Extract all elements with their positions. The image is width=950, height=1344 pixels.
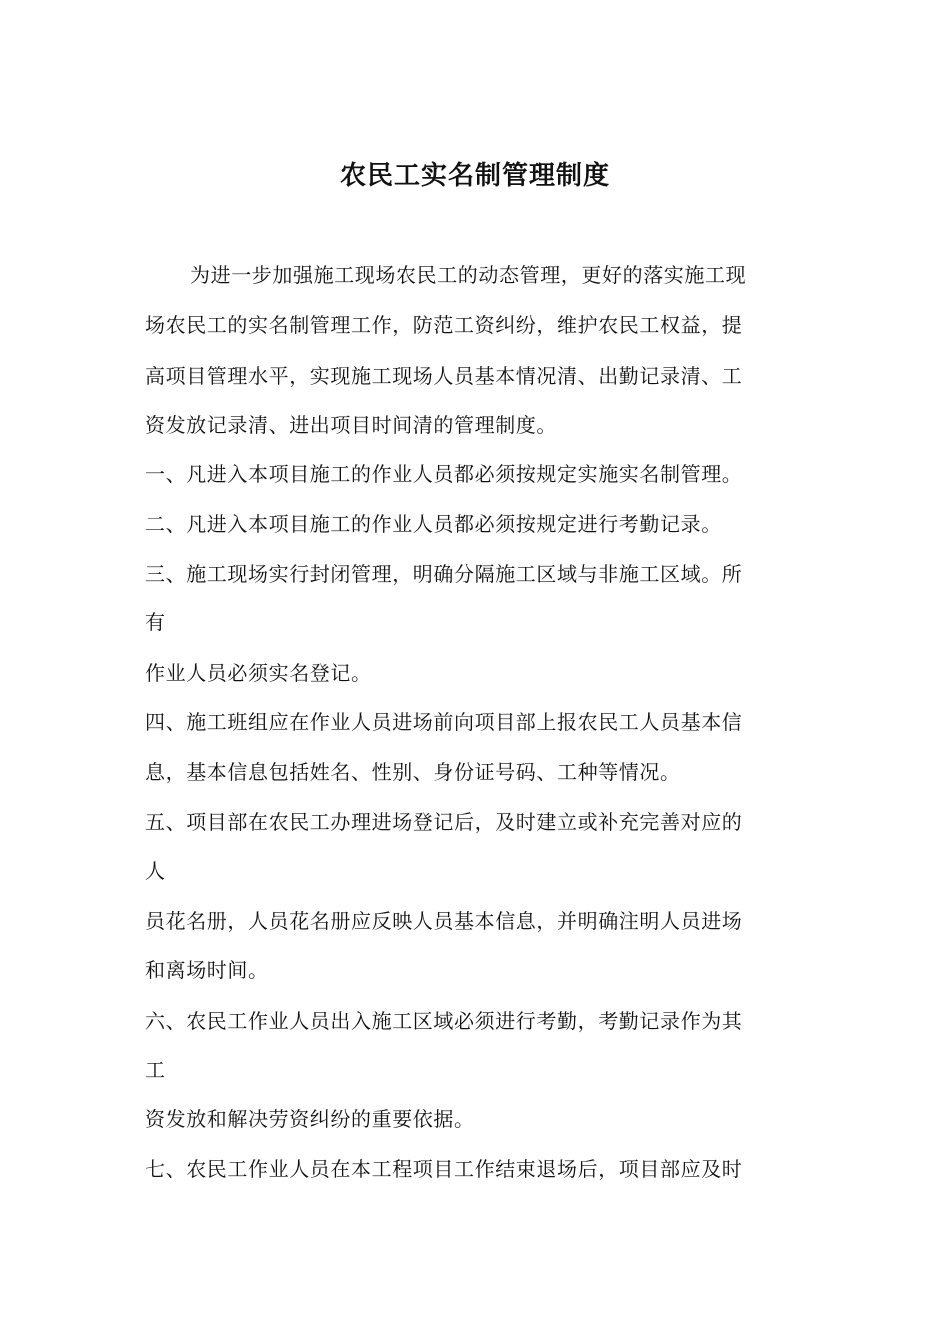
paragraph-line: 资发放和解决劳资纠纷的重要依据。	[145, 1107, 475, 1131]
rule-item-7: 七、农民工作业人员在本工程项目工作结束退场后，项目部应及时	[145, 1157, 743, 1181]
document-title: 农民工实名制管理制度	[339, 161, 610, 191]
rule-item-5: 五、项目部在农民工办理进场登记后，及时建立或补充完善对应的	[145, 810, 743, 834]
rule-item-3: 三、施工现场实行封闭管理，明确分隔施工区域与非施工区域。所	[145, 562, 743, 586]
paragraph-line: 员花名册，人员花名册应反映人员基本信息，并明确注明人员进场	[145, 909, 743, 933]
paragraph-line: 和离场时间。	[145, 958, 269, 982]
paragraph-line: 工	[145, 1058, 166, 1082]
paragraph-line: 场农民工的实名制管理工作，防范工资纠纷，维护农民工权益，提	[145, 313, 743, 337]
paragraph-line: 息，基本信息包括姓名、性别、身份证号码、工种等情况。	[145, 760, 681, 784]
paragraph-line: 作业人员必须实名登记。	[145, 661, 372, 685]
paragraph-line: 高项目管理水平，实现施工现场人员基本情况清、出勤记录清、工	[145, 364, 743, 388]
rule-item-6: 六、农民工作业人员出入施工区域必须进行考勤，考勤记录作为其	[145, 1009, 743, 1033]
rule-item-4: 四、施工班组应在作业人员进场前向项目部上报农民工人员基本信	[145, 710, 743, 734]
rule-item-1: 一、凡进入本项目施工的作业人员都必须按规定实施实名制管理。	[145, 462, 743, 486]
paragraph-line: 为进一步加强施工现场农民工的动态管理，更好的落实施工现	[190, 263, 747, 287]
paragraph-line: 有	[145, 610, 166, 634]
rule-item-2: 二、凡进入本项目施工的作业人员都必须按规定进行考勤记录。	[145, 512, 722, 536]
paragraph-line: 人	[145, 859, 166, 883]
paragraph-line: 资发放记录清、进出项目时间清的管理制度。	[145, 413, 557, 437]
